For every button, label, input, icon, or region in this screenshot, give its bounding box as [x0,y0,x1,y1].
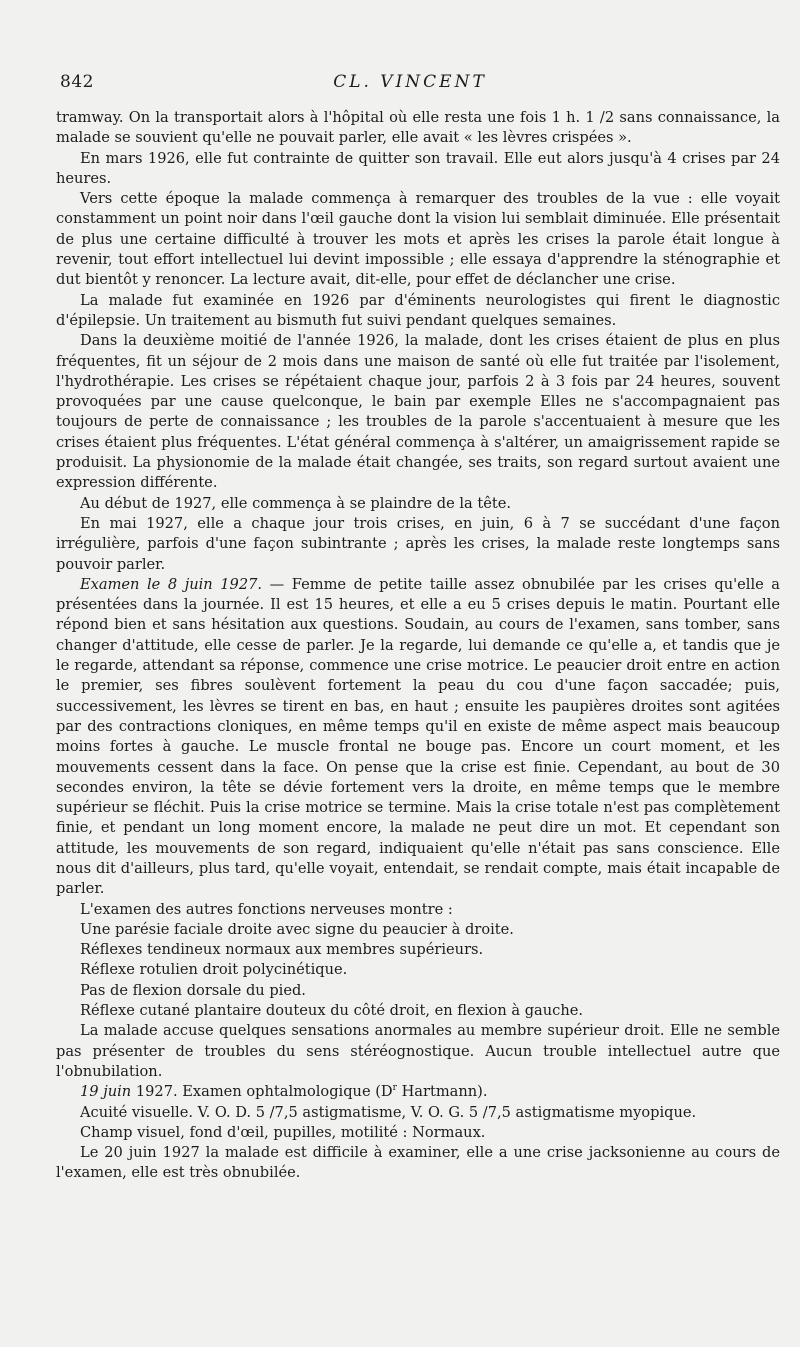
paragraph: En mars 1926, elle fut contrainte de quitter son travail. Elle eut alors jusqu'à 4 crises par 24 heures. [56,149,780,187]
paragraph: Au début de 1927, elle commença à se plaindre de la tête. [80,494,512,512]
paragraph-exam [56,575,780,900]
body-text [56,108,780,1184]
paragraph: Acuité visuelle. V. O. D. 5 /7,5 astigmatisme, V. O. G. 5 /7,5 astigmatisme myopique. [80,1103,697,1121]
list-item: Réflexe rotulien droit polycinétique. [80,961,348,979]
exam-text: — Femme de petite taille assez obnubilée par les crises qu'elle a présentées dans la journée. Il est 15 heures, et elle a eu 5 crises depuis le matin. Pourtant elle répond bien et sans hésitation aux questions. Soudain, au cours de l'examen, sans tomber, sans changer d'attitude, elle cesse de parler. Je la regarde, lui demande ce qu'elle a, et tandis que je le regarde, attendant sa réponse, commence une crise motrice. Le peaucier droit entre en action le premier, ses fibres soulèvent fortement la peau du cou d'une façon saccadée; puis, successivement, les lèvres se tirent en bas, en haut ; ensuite les paupières droites sont agitées par des contractions cloniques, en même temps qu'il en existe de même aspect mais beaucoup moins fortes à gauche. Le muscle frontal ne bouge pas. Encore un court moment, et les mouvements cessent dans la face. On pense que la crise est finie. Cependant, au bout de 30 secondes environ, la tête se dévie fortement vers la droite, en même temps que le membre supérieur se fléchit. Puis la crise motrice se termine. Mais la crise totale n'est pas complètement finie, et pendant un long moment encore, la malade ne peut dire un mot. Et cependant son attitude, les mouvements de son regard, indiquaient qu'elle n'était pas sans conscience. Elle nous dit d'ailleurs, plus tard, qu'elle voyait, entendait, se rendait compte, mais était incapable de parler. [56,575,781,898]
paragraph: Dans la deuxième moitié de l'année 1926, la malade, dont les crises étaient de plus en plus fréquentes, fit un séjour de 2 mois dans une maison de santé où elle fut traitée par l'isolement, l'hydrothérapie. Les crises se répétaient chaque jour, parfois 2 à 3 fois par 24 heures, souvent provoquées par une cause quelconque, le bain par exemple Elles ne s'accompagnaient pas toujours de perte de connaissance ; les troubles de la parole s'accentuaient à mesure que les crises étaient plus fréquentes. L'état général commença à s'altérer, un amaigrissement rapide se produisit. La physionomie de la malade était changée, ses traits, son regard surtout avaient une expression différente. [56,332,780,492]
list-item: Une parésie faciale droite avec signe du peaucier à droite. [80,920,514,938]
page-header [60,72,760,96]
page-number: 842 [60,72,94,92]
paragraph: tramway. On la transportait alors à l'hôpital où elle resta une fois 1 h. 1 /2 sans connaissance, la malade se souvient qu'elle ne pouvait parler, elle avait « les lèvres crispées ». [56,109,780,147]
paragraph: Champ visuel, fond d'œil, pupilles, motilité : Normaux. [80,1123,486,1141]
ophthalmology-text: 1927. Examen ophtalmologique (D [131,1083,393,1101]
paragraph: En mai 1927, elle a chaque jour trois crises, en juin, 6 à 7 se succédant d'une façon irrégulière, parfois d'une façon subintrante ; après les crises, la malade reste longtemps sans pouvoir parler. [56,514,780,573]
list-item: Pas de flexion dorsale du pied. [80,981,306,999]
exam-date-lead: Examen le 8 juin 1927. [80,575,263,593]
paragraph: L'examen des autres fonctions nerveuses montre : [80,900,453,918]
superscript: r [392,1083,397,1094]
paragraph: La malade fut examinée en 1926 par d'éminents neurologistes qui firent le diagnostic d'épilepsie. Un traitement au bismuth fut suivi pendant quelques semaines. [56,291,780,329]
paragraph: Vers cette époque la malade commença à remarquer des troubles de la vue : elle voyait constamment un point noir dans l'œil gauche dont la vision lui semblait diminuée. Elle présentait de plus une certaine difficulté à trouver les mots et après les crises la parole était longue à revenir, tout effort intellectuel lui devint impossible ; elle essaya d'apprendre la sténographie et dut bientôt y renoncer. La lecture avait, dit-elle, pour effet de déclancher une crise. [56,190,780,289]
list-item: Réflexes tendineux normaux aux membres supérieurs. [80,941,484,959]
ophthalmology-tail: Hartmann). [396,1083,488,1101]
paragraph-ophthalmology [56,1082,780,1102]
running-title: CL. VINCENT [333,72,487,92]
list-item: Réflexe cutané plantaire douteux du côté droit, en flexion à gauche. [80,1002,583,1020]
paragraph: Le 20 juin 1927 la malade est difficile à examiner, elle a une crise jacksonienne au cours de l'examen, elle est très obnubilée. [56,1144,780,1182]
paragraph: La malade accuse quelques sensations anormales au membre supérieur droit. Elle ne semble pas présenter de troubles du sens stéréognostique. Aucun trouble intellectuel autre que l'obnubilation. [56,1022,780,1080]
ophthalmology-date-lead: 19 juin [80,1083,132,1101]
